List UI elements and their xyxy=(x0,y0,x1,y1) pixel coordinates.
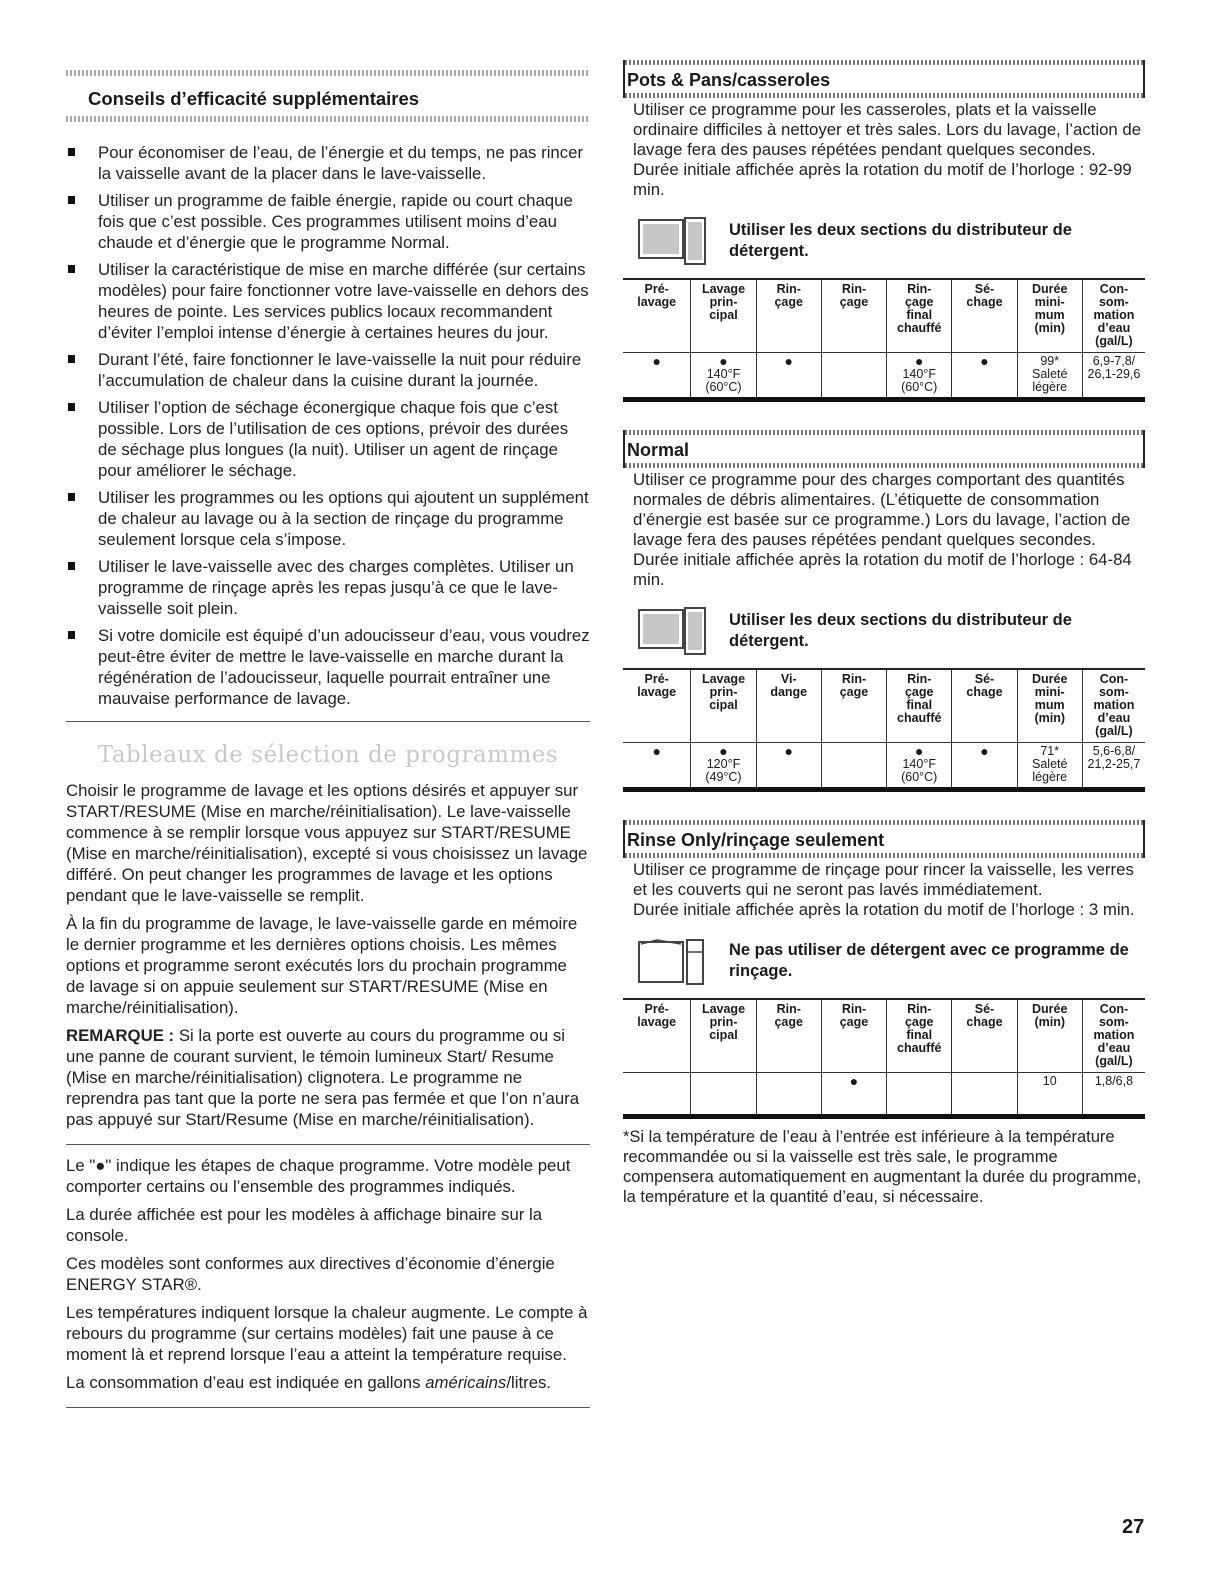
table-data-cell xyxy=(691,353,756,400)
pots-detergent-notice xyxy=(637,216,1145,266)
page-number: 27 xyxy=(1122,1516,1145,1538)
normal-duration: Durée initiale affichée après la rotation du motif de l’horloge : 64-84 min. xyxy=(633,550,1132,589)
legend-paragraph-4: Les températures indiquent lorsque la chaleur augmente. Le compte à rebours du programme (sur certains modèles) fait une pause à ce moment là et reprend lorsque l’eau a atteint la température requise. xyxy=(66,1303,588,1364)
rinse-section xyxy=(623,820,1145,1119)
selection-paragraph-1: Choisir le programme de lavage et les options désirés et appuyer sur START/RESUME (Mise en marche/réinitialisation). Le lave-vaisselle commence à se remplir lorsque vous appuyez sur START/RESUME (Mise en marche/réinitialisation), excepté si vous choisissez un lavage différé. On peut changer les programmes de lavage et les options pendant que le lave-vaisselle se remplit. xyxy=(66,781,588,905)
step-dot: ● xyxy=(915,743,924,759)
table-data-cell xyxy=(821,353,886,400)
step-dot: ● xyxy=(652,743,661,759)
cell-note: 140°F (60°C) xyxy=(901,367,938,394)
note-text: Si la porte est ouverte au cours du programme ou si une panne de courant survient, le témoin lumineux Start/ Resume (Mise en marche/réinitialisation) clignotera. Le programme ne reprendra pas tant que la porte ne sera pas fermée et que l’on n’aura pas appuyé sur Start/Resume (Mise en marche/réinitialisation). xyxy=(66,1026,580,1129)
step-dot: ● xyxy=(719,743,728,759)
pots-body-text: Utiliser ce programme pour les casseroles, plats et la vaisselle ordinaire difficiles à nettoyer et très sales. Lors du lavage, l’action de lavage fera des pauses répétées pendant quelques secondes. xyxy=(633,100,1142,159)
legend-p5-start: La consommation d’eau est indiquée en gallons xyxy=(66,1373,426,1392)
table-data-cell xyxy=(691,1073,756,1117)
table-data-cell xyxy=(623,1073,691,1117)
table-data-cell xyxy=(1082,1073,1145,1117)
note-label: REMARQUE : xyxy=(66,1026,175,1045)
cell-value: 71* xyxy=(1040,744,1060,758)
table-header-cell: Rin- çage xyxy=(821,279,886,353)
legend-paragraph-5 xyxy=(66,1372,590,1393)
pots-duration: Durée initiale affichée après la rotation du motif de l’horloge : 92-99 min. xyxy=(633,160,1132,199)
normal-title-box xyxy=(623,430,1145,468)
table-data-cell xyxy=(952,353,1017,400)
cell-value: 10 xyxy=(1042,1074,1057,1088)
legend-divider xyxy=(66,1144,590,1145)
step-dot: ● xyxy=(980,353,989,369)
table-header-cell: Pré- lavage xyxy=(623,279,691,353)
table-data-cell xyxy=(821,743,886,790)
cell-note: 140°F (60°C) xyxy=(705,367,742,394)
table-data-cell xyxy=(952,743,1017,790)
table-data-cell xyxy=(952,1073,1017,1117)
table-data-cell xyxy=(1017,743,1082,790)
tip-item: Utiliser un programme de faible énergie, rapide ou court chaque fois que c’est possible. Ces programmes utilisent moins d’eau chaude et d’énergie que le programme Normal. xyxy=(66,190,590,253)
tips-list xyxy=(66,142,590,709)
normal-section xyxy=(623,430,1145,792)
two-cup-dispenser-icon xyxy=(637,606,707,656)
pots-description xyxy=(623,98,1145,200)
rinse-detergent-notice xyxy=(637,936,1145,986)
selection-paragraph-2: À la fin du programme de lavage, le lave-vaisselle garde en mémoire le dernier programme et les dernières options choisis. Les mêmes options et programme seront exécutés lors du prochain programme de lavage si on appuie seulement sur START/RESUME (Mise en marche/réinitialisation). xyxy=(66,914,578,1017)
step-dot: ● xyxy=(915,353,924,369)
legend-paragraph-1: Le "●" indique les étapes de chaque programme. Votre modèle peut comporter certains ou l’ensemble des programmes indiqués. xyxy=(66,1156,571,1196)
rinse-description xyxy=(623,858,1145,920)
step-dot: ● xyxy=(719,353,728,369)
pots-section xyxy=(623,60,1145,402)
step-dot: ● xyxy=(849,1073,859,1089)
table-header-cell: Rin- çage xyxy=(821,669,886,743)
table-header-cell: Con- som- mation d’eau (gal/L) xyxy=(1082,999,1145,1073)
footnote: *Si la température de l’eau à l’entrée est inférieure à la température recommandée ou si la vaisselle est très sale, le programme compensera automatiquement en augmentant la durée du programme, la température et la quantité d’eau, si nécessaire. xyxy=(623,1128,1142,1206)
table-data-cell xyxy=(1017,1073,1082,1117)
normal-detergent-notice xyxy=(637,606,1145,656)
step-dot: ● xyxy=(784,353,793,369)
table-header-cell: Rin- çage xyxy=(821,999,886,1073)
table-header-cell: Lavage prin- cipal xyxy=(691,999,756,1073)
empty-dispenser-icon xyxy=(637,936,707,986)
tip-item: Utiliser la caractéristique de mise en marche différée (sur certains modèles) pour faire fonctionner votre lave-vaisselle en dehors des heures de pointe. Les services publics locaux recommandent d’éviter l’emploi intense d’énergie à certaines heures du jour. xyxy=(66,259,590,343)
rinse-title-box xyxy=(623,820,1145,858)
cell-note: Saleté légère xyxy=(1032,757,1068,784)
table-header-cell: Sé- chage xyxy=(952,279,1017,353)
selection-title: Tableaux de sélection de programmes xyxy=(97,742,559,768)
rinse-body-text: Utiliser ce programme de rinçage pour rincer la vaisselle, les verres et les couverts qui ne seront pas lavés immédiatement. xyxy=(633,860,1134,899)
table-data-cell xyxy=(756,743,821,790)
table-data-cell xyxy=(887,1073,952,1117)
selection-note xyxy=(66,1025,590,1130)
table-header-cell: Lavage prin- cipal xyxy=(691,279,756,353)
bottom-divider xyxy=(66,1407,590,1408)
table-data-cell xyxy=(756,1073,821,1117)
step-dot: ● xyxy=(980,743,989,759)
tip-item: Durant l’été, faire fonctionner le lave-vaisselle la nuit pour réduire l’accumulation de chaleur dans la cuisine durant la journée. xyxy=(66,349,590,391)
legend-paragraph-2: La durée affichée est pour les modèles à affichage binaire sur la console. xyxy=(66,1205,543,1245)
tip-item: Utiliser le lave-vaisselle avec des charges complètes. Utiliser un programme de rinçage après les repas jusqu’à ce que le lave-vaisselle soit plein. xyxy=(66,556,590,619)
table-data-cell xyxy=(691,743,756,790)
legend-paragraph-3: Ces modèles sont conformes aux directives d’économie d’énergie ENERGY STAR®. xyxy=(66,1254,555,1294)
cell-value: 5,6-6,8/ 21,2-25,7 xyxy=(1087,744,1141,771)
tips-dotted-rule xyxy=(66,116,590,122)
cell-note: Saleté légère xyxy=(1032,367,1068,394)
table-header-cell: Rin- çage final chauffé xyxy=(887,999,952,1073)
table-header-cell: Durée (min) xyxy=(1017,999,1082,1073)
table-data-cell xyxy=(821,1073,886,1117)
step-dot: ● xyxy=(784,743,793,759)
table-data-cell xyxy=(756,353,821,400)
normal-notice-text: Utiliser les deux sections du distributeur de détergent. xyxy=(729,611,1072,650)
table-data-cell xyxy=(1082,743,1145,790)
tip-item: Pour économiser de l’eau, de l’énergie et du temps, ne pas rincer la vaisselle avant de la placer dans le lave-vaisselle. xyxy=(66,142,590,184)
rinse-notice-text: Ne pas utiliser de détergent avec ce programme de rinçage. xyxy=(729,941,1129,980)
table-header-cell: Sé- chage xyxy=(952,669,1017,743)
pots-title-box xyxy=(623,60,1145,98)
table-header-cell: Pré- lavage xyxy=(623,669,691,743)
legend-p5-end: /litres. xyxy=(506,1373,552,1392)
cell-note: 140°F (60°C) xyxy=(901,757,938,784)
cell-value: 6,9-7,8/ 26,1-29,6 xyxy=(1087,354,1141,381)
left-column xyxy=(66,70,590,1408)
cell-value: 99* xyxy=(1040,354,1060,368)
table-data-cell xyxy=(1017,353,1082,400)
table-header-cell: Lavage prin- cipal xyxy=(691,669,756,743)
table-data-cell xyxy=(1082,353,1145,400)
table-data-cell xyxy=(623,353,691,400)
table-data-cell xyxy=(623,743,691,790)
table-header-cell: Pré- lavage xyxy=(623,999,691,1073)
table-header-cell: Durée mini- mum (min) xyxy=(1017,279,1082,353)
cell-value: 1,8/6,8 xyxy=(1094,1074,1134,1088)
pots-title: Pots & Pans/casseroles xyxy=(627,70,831,90)
top-dotted-rule xyxy=(66,70,590,76)
normal-body-text: Utiliser ce programme pour des charges comportant des quantités normales de débris alimentaires. (L’étiquette de consommation d’énergie est basée sur ce programme.) Lors du lavage, l’action de lavage fera des pauses répétées pendant quelques secondes. xyxy=(633,470,1131,549)
normal-cycle-table xyxy=(623,668,1145,792)
table-header-cell: Rin- çage final chauffé xyxy=(887,279,952,353)
normal-description xyxy=(623,468,1145,590)
table-header-cell: Durée mini- mum (min) xyxy=(1017,669,1082,743)
cell-note: 120°F (49°C) xyxy=(705,757,742,784)
tips-heading: Conseils d’efficacité supplémentaires xyxy=(88,88,420,109)
step-dot: ● xyxy=(652,353,661,369)
section-divider xyxy=(66,721,590,722)
tip-item: Si votre domicile est équipé d’un adoucisseur d’eau, vous voudrez peut-être éviter de mettre le lave-vaisselle en marche durant la régénération de l’adoucisseur, laquelle pourrait entraîner une mauvaise performance de lavage. xyxy=(66,625,590,709)
table-data-cell xyxy=(887,353,952,400)
pots-cycle-table xyxy=(623,278,1145,402)
right-column xyxy=(623,60,1145,1207)
two-cup-dispenser-icon xyxy=(637,216,707,266)
rinse-duration: Durée initiale affichée après la rotation du motif de l’horloge : 3 min. xyxy=(633,900,1135,919)
table-header-cell: Sé- chage xyxy=(952,999,1017,1073)
rinse-title: Rinse Only/rinçage seulement xyxy=(627,830,885,850)
table-header-cell: Con- som- mation d’eau (gal/L) xyxy=(1082,669,1145,743)
legend-p5-italic: américains xyxy=(425,1373,507,1392)
table-header-cell: Rin- çage xyxy=(756,279,821,353)
table-data-cell xyxy=(887,743,952,790)
pots-notice-text: Utiliser les deux sections du distributeur de détergent. xyxy=(729,221,1072,260)
table-header-cell: Rin- çage final chauffé xyxy=(887,669,952,743)
rinse-cycle-table xyxy=(623,998,1145,1119)
tip-item: Utiliser l’option de séchage éconergique chaque fois que c’est possible. Lors de l’utilisation de ces options, prévoir des durées de séchage plus longues (la nuit). Utiliser un agent de rinçage pour améliorer le séchage. xyxy=(66,397,590,481)
table-header-cell: Rin- çage xyxy=(756,999,821,1073)
table-header-cell: Con- som- mation d’eau (gal/L) xyxy=(1082,279,1145,353)
table-header-cell: Vi- dange xyxy=(756,669,821,743)
tip-item: Utiliser les programmes ou les options qui ajoutent un supplément de chaleur au lavage ou à la section de rinçage du programme seulement lorsque cela s’impose. xyxy=(66,487,590,550)
normal-title: Normal xyxy=(627,440,690,460)
